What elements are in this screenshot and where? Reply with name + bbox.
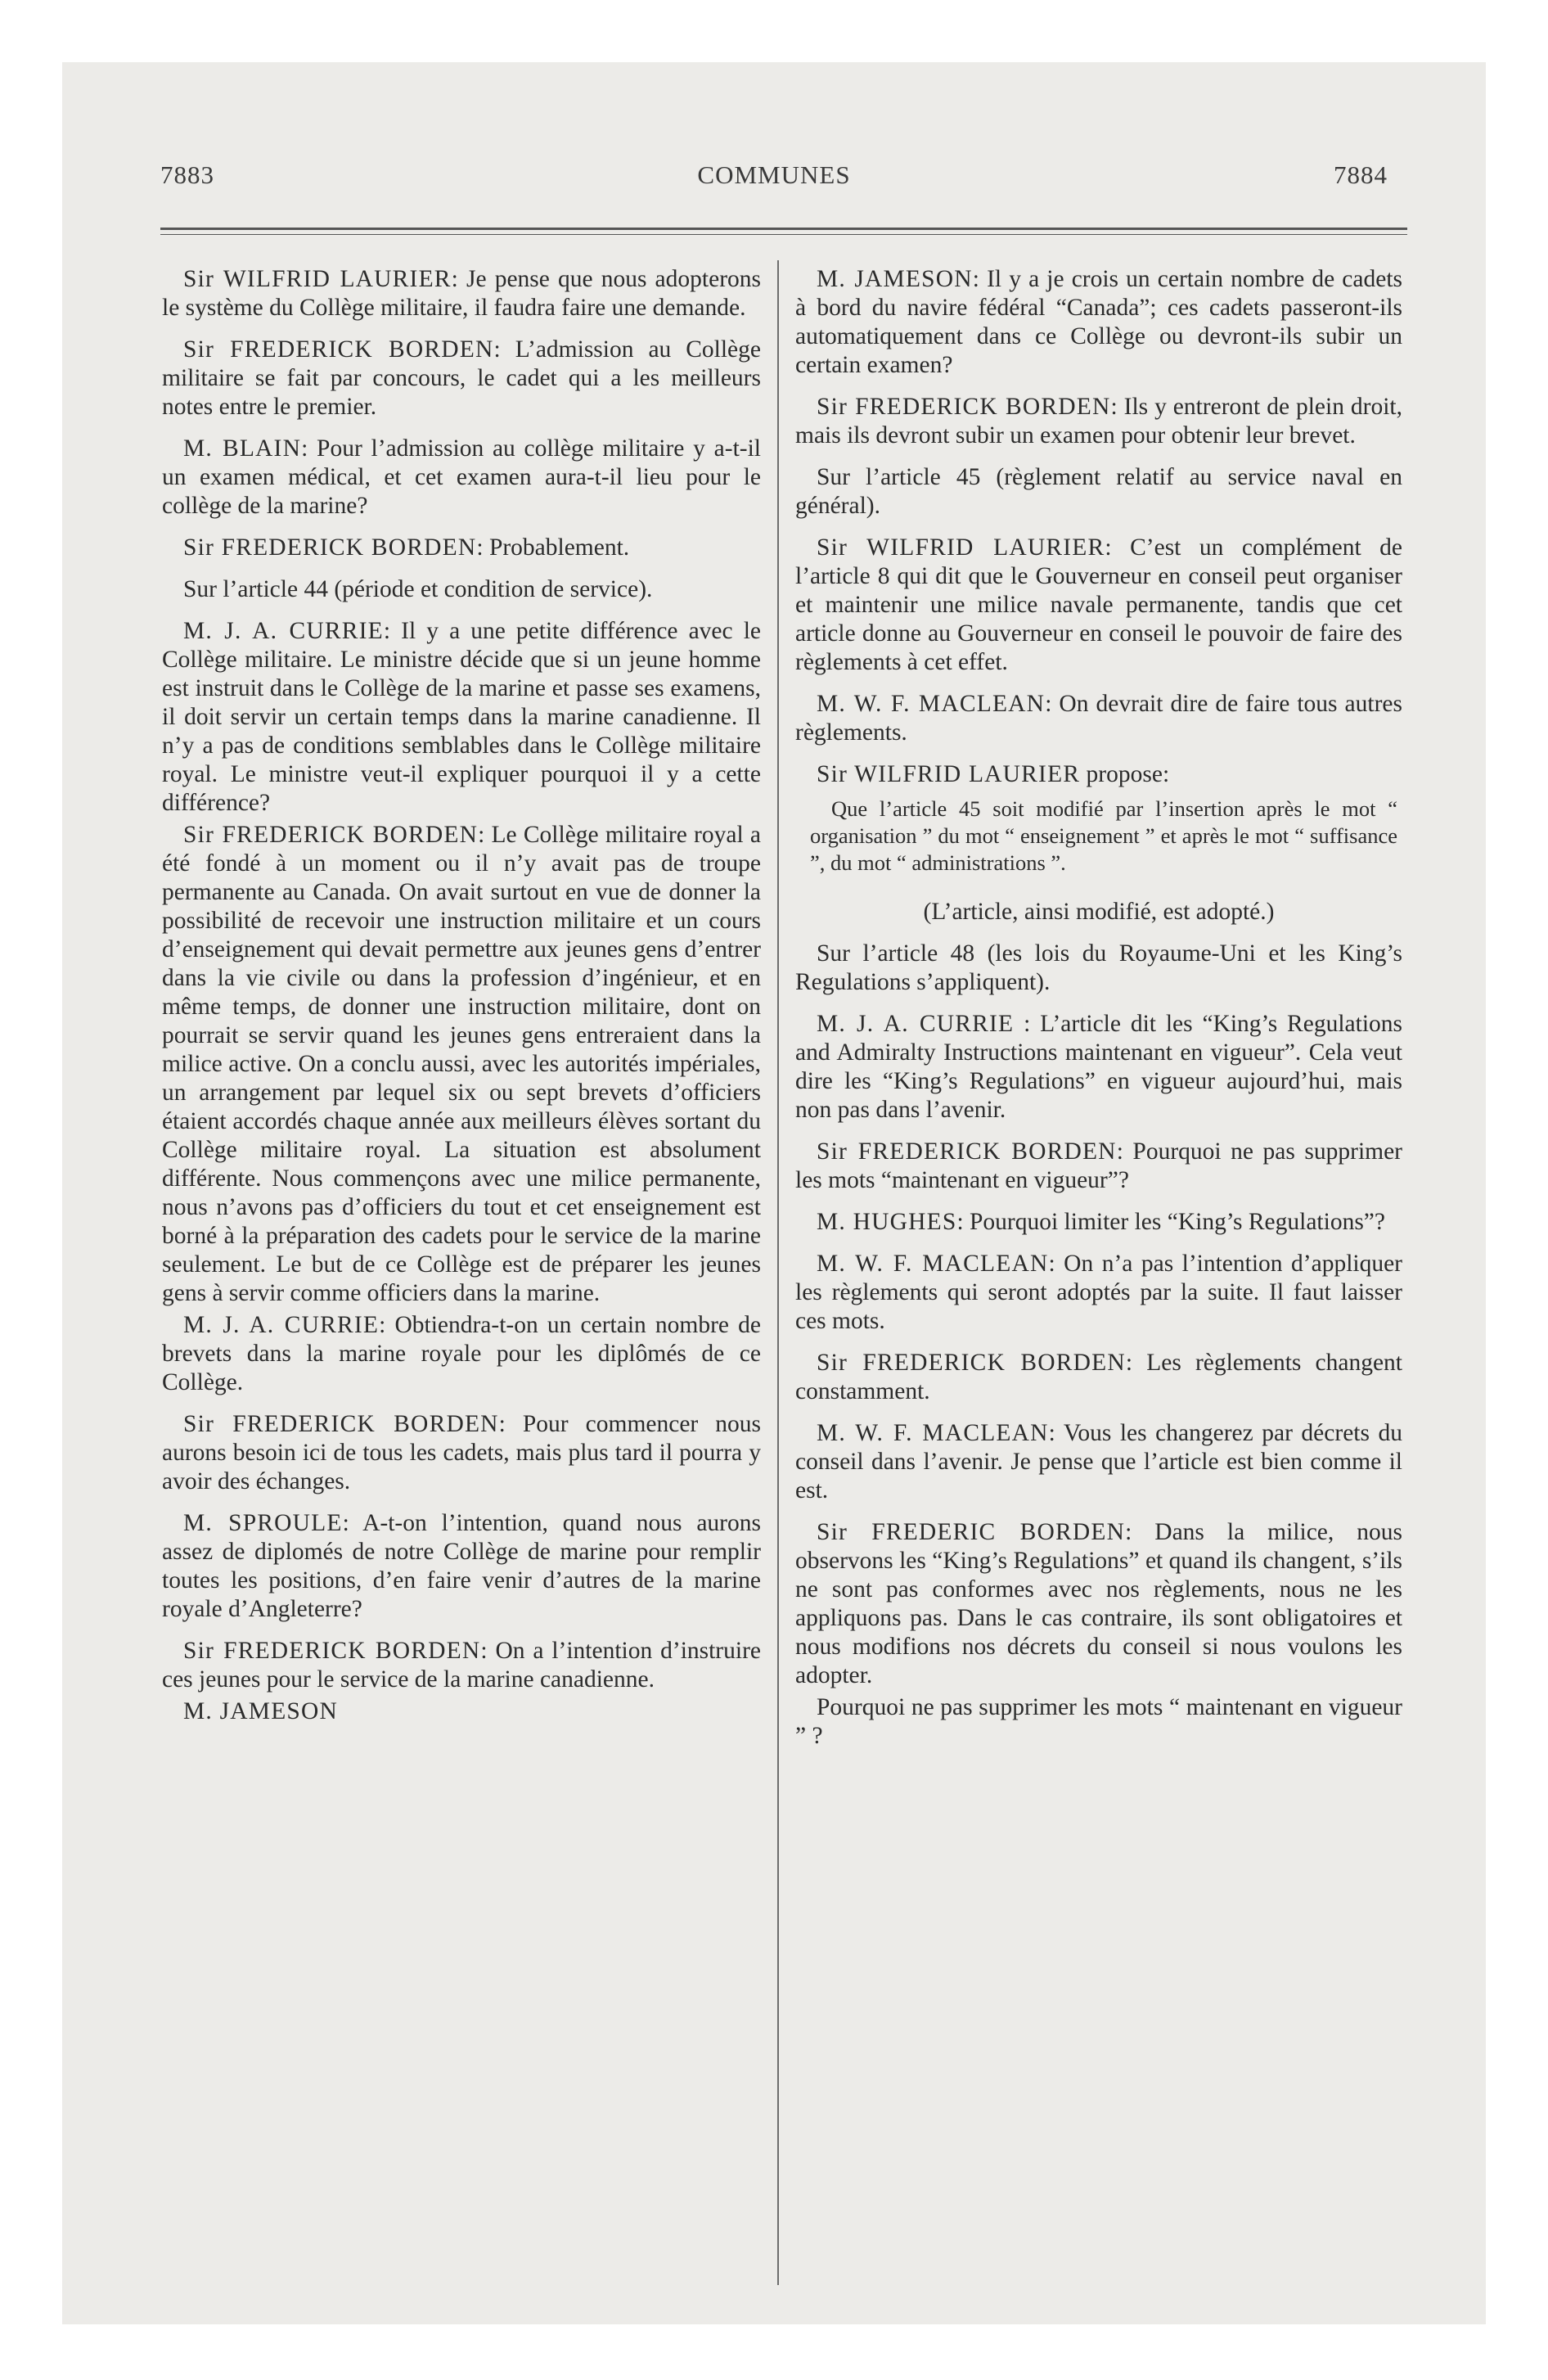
speaker-name: M. W. F. MACLEAN — [817, 1251, 1049, 1277]
paragraph-text: Sur l’article 48 (les lois du Royaume-Uni et les King’s Regulations s’appliquent). — [795, 940, 1402, 995]
paragraph-text: : L’admission au Collège militaire se fait par concours, le cadet qui a les meilleurs notes entre le premier. — [162, 336, 761, 420]
speaker-name: Sir FREDERICK BORDEN — [817, 1350, 1126, 1376]
paragraph-text: propose: — [1080, 761, 1170, 787]
paragraph-text: (L’article, ainsi modifié, est adopté.) — [923, 899, 1275, 925]
paragraph — [162, 265, 761, 322]
paragraph-text: Sur l’article 45 (règlement relatif au service naval en général). — [795, 464, 1402, 519]
speaker-name: Sir WILFRID LAURIER — [817, 761, 1081, 787]
paragraph — [162, 435, 761, 521]
speaker-name: M. JAMESON — [183, 1698, 339, 1724]
motion-result — [795, 898, 1402, 926]
speaker-name: M. J. A. CURRIE — [183, 618, 384, 644]
paragraph — [162, 1509, 761, 1624]
paragraph-text: : Pourquoi ne pas supprimer les mots “maintenant en vigueur”? — [795, 1138, 1403, 1193]
speaker-name: M. W. F. MACLEAN — [817, 691, 1046, 717]
paragraph — [795, 1419, 1402, 1505]
paragraph-text: : Ils y entreront de plein droit, mais ils devront subir un examen pour obtenir leur brevet. — [795, 394, 1402, 449]
paragraph-text: : Pourquoi limiter les “King’s Regulations”? — [956, 1209, 1385, 1235]
paragraph — [795, 1349, 1402, 1406]
paragraph — [162, 1637, 761, 1694]
running-title: COMMUNES — [697, 160, 851, 189]
speaker-name: Sir FREDERIC BORDEN — [817, 1519, 1126, 1545]
paragraph-text: : Le Collège militaire royal a été fondé à un moment ou il n’y avait pas de troupe permanente au Canada. On avait surtout en vue de donner la possibilité de recevoir une instruction militaire et un cours d’enseignement qui devait permettre aux jeunes gens d’entrer dans la vie civile ou dans la profession d’ingénieur, et en même temps, de donner une instruction militaire, dont on pourrait se servir quand les jeunes gens entreraient dans la milice active. On a conclu aussi, avec les autorités impériales, un arrangement par lequel six ou sept brevets d’officiers étaient accordés chaque année aux meilleurs élèves sortant du Collège militaire royal. La situation est absolument différente. Nous commençons avec une milice permanente, nous n’avons pas d’officiers du tout et cet enseignement est borné à la préparation des cadets pour le service de la marine seulement. Le but de ce Collège est de préparer les jeunes gens à servir comme officiers dans la marine. — [162, 822, 761, 1306]
paragraph — [162, 534, 761, 562]
speaker-name: Sir FREDERICK BORDEN — [183, 1411, 499, 1437]
paragraph-text: : Probablement. — [476, 534, 630, 561]
speaker-name: Sir FREDERICK BORDEN — [817, 1138, 1117, 1165]
speaker-name: M. J. A. CURRIE — [183, 1312, 380, 1338]
article-heading — [795, 463, 1402, 521]
speaker-name: M. BLAIN — [183, 435, 302, 462]
paragraph-text: : C’est un complément de l’article 8 qui dit que le Gouverneur en conseil peut organiser et maintenir une milice navale permanente, tandis que cet article donne au Gouverneur en conseil le pouvoir de faire des règlements à cet effet. — [795, 534, 1402, 675]
paragraph-text: : On n’a pas l’intention d’appliquer les règlements qui seront adoptés par la suite. Il faut laisser ces mots. — [795, 1251, 1402, 1334]
speaker-name: Sir WILFRID LAURIER — [817, 534, 1105, 561]
paragraph-text: : Pour l’admission au collège militaire y a-t-il un examen médical, et cet examen aura-t-il lieu pour le collège de la marine? — [162, 435, 761, 519]
paragraph-text: Que l’article 45 soit modifié par l’insertion après le mot “ organisation ” du mot “ enseignement ” et après le mot “ suffisance ”, du mot “ administrations ”. — [810, 796, 1397, 875]
paragraph — [795, 534, 1402, 677]
header-rule-thick — [160, 228, 1407, 230]
paragraph-text: : L’article dit les “King’s Regulations and Admiralty Instructions maintenant en vigueur”. Cela veut dire les “King’s Regulations” en vigueur aujourd’hui, mais non pas dans l’avenir. — [795, 1011, 1402, 1123]
paragraph-text: : Vous les changerez par décrets du conseil dans l’avenir. Je pense que l’article est bien comme il est. — [795, 1420, 1402, 1503]
paragraph-text: : On devrait dire de faire tous autres règlements. — [795, 691, 1402, 746]
paragraph-text: : Il y a une petite différence avec le Collège militaire. Le ministre décide que si un jeune homme est instruit dans le Collège de la marine et passe ses examens, il doit servir un certain temps dans la marine canadienne. Il n’y a pas de conditions semblables dans le Collège militaire royal. Le ministre veut-il expliquer pourquoi il y a cette différence? — [162, 618, 761, 816]
speaker-name: M. W. F. MACLEAN — [817, 1420, 1049, 1446]
paragraph-text: : Dans la milice, nous observons les “King’s Regulations” et quand ils changent, s’ils ne sont pas conformes avec nos règlements, nous ne les appliquons pas. Dans le cas contraire, ils sont obligatoires et nous modifions nos décrets du conseil si nous voulons les adopter. — [795, 1519, 1402, 1688]
paragraph-text: : Pour commencer nous aurons besoin ici de tous les cadets, mais plus tard il pourra y avoir des échanges. — [162, 1411, 761, 1494]
paragraph — [795, 690, 1402, 747]
amendment-text — [810, 796, 1397, 877]
paragraph — [162, 1410, 761, 1496]
paragraph-text: : Obtiendra-t-on un certain nombre de brevets dans la marine royale pour les diplômés de ce Collège. — [162, 1312, 761, 1395]
page-number-left: 7883 — [160, 160, 214, 189]
speaker-name: M. SPROULE — [183, 1510, 343, 1536]
paragraph — [795, 1138, 1402, 1195]
article-heading — [162, 575, 761, 604]
paragraph-text: : Il y a je crois un certain nombre de cadets à bord du navire fédéral “Canada”; ces cadets passeront-ils automatiquement dans ce Collège ou devront-ils subir un certain examen? — [795, 266, 1403, 378]
speaker-name: Sir FREDERICK BORDEN — [183, 822, 479, 848]
paragraph-text: : Les règlements changent constamment. — [795, 1350, 1402, 1404]
paragraph — [795, 265, 1402, 380]
speaker-name: Sir FREDERICK BORDEN — [183, 336, 494, 363]
speaker-name: M. HUGHES — [817, 1209, 957, 1235]
paragraph-text: : A-t-on l’intention, quand nous aurons assez de diplomés de notre Collège de marine pour remplir toutes les positions, d’en faire venir d’autres de la marine royale d’Angleterre? — [162, 1510, 761, 1622]
paragraph — [162, 821, 761, 1308]
speaker-name: Sir FREDERICK BORDEN — [817, 394, 1111, 420]
right-column — [795, 265, 1402, 1764]
paragraph — [162, 336, 761, 421]
page-number-right: 7884 — [1334, 160, 1388, 189]
paragraph — [162, 617, 761, 818]
speaker-name: Sir WILFRID LAURIER — [183, 266, 452, 292]
speaker-name: M. J. A. CURRIE — [817, 1011, 1015, 1037]
article-heading — [795, 940, 1402, 997]
paragraph — [795, 1250, 1402, 1336]
paragraph — [795, 1010, 1402, 1125]
paragraph-text: Sur l’article 44 (période et condition de service). — [183, 576, 653, 602]
header-rule-thin — [160, 234, 1407, 235]
paragraph — [795, 1693, 1402, 1751]
speaker-name: Sir FREDERICK BORDEN — [183, 534, 477, 561]
paragraph — [795, 1518, 1402, 1690]
speaker-name: M. JAMESON — [817, 266, 973, 292]
paragraph — [162, 1697, 761, 1726]
paragraph — [795, 760, 1402, 789]
paragraph — [795, 1208, 1402, 1237]
paragraph — [795, 393, 1402, 450]
left-column — [162, 265, 761, 1739]
paragraph-text: Pourquoi ne pas supprimer les mots “ maintenant en vigueur ” ? — [795, 1694, 1402, 1749]
paragraph-text: : Je pense que nous adopterons le système du Collège militaire, il faudra faire une demande. — [162, 266, 761, 321]
speaker-name: Sir FREDERICK BORDEN — [183, 1638, 481, 1664]
paragraph-text: : On a l’intention d’instruire ces jeunes pour le service de la marine canadienne. — [162, 1638, 761, 1693]
column-divider — [777, 260, 779, 2285]
paragraph — [162, 1311, 761, 1397]
